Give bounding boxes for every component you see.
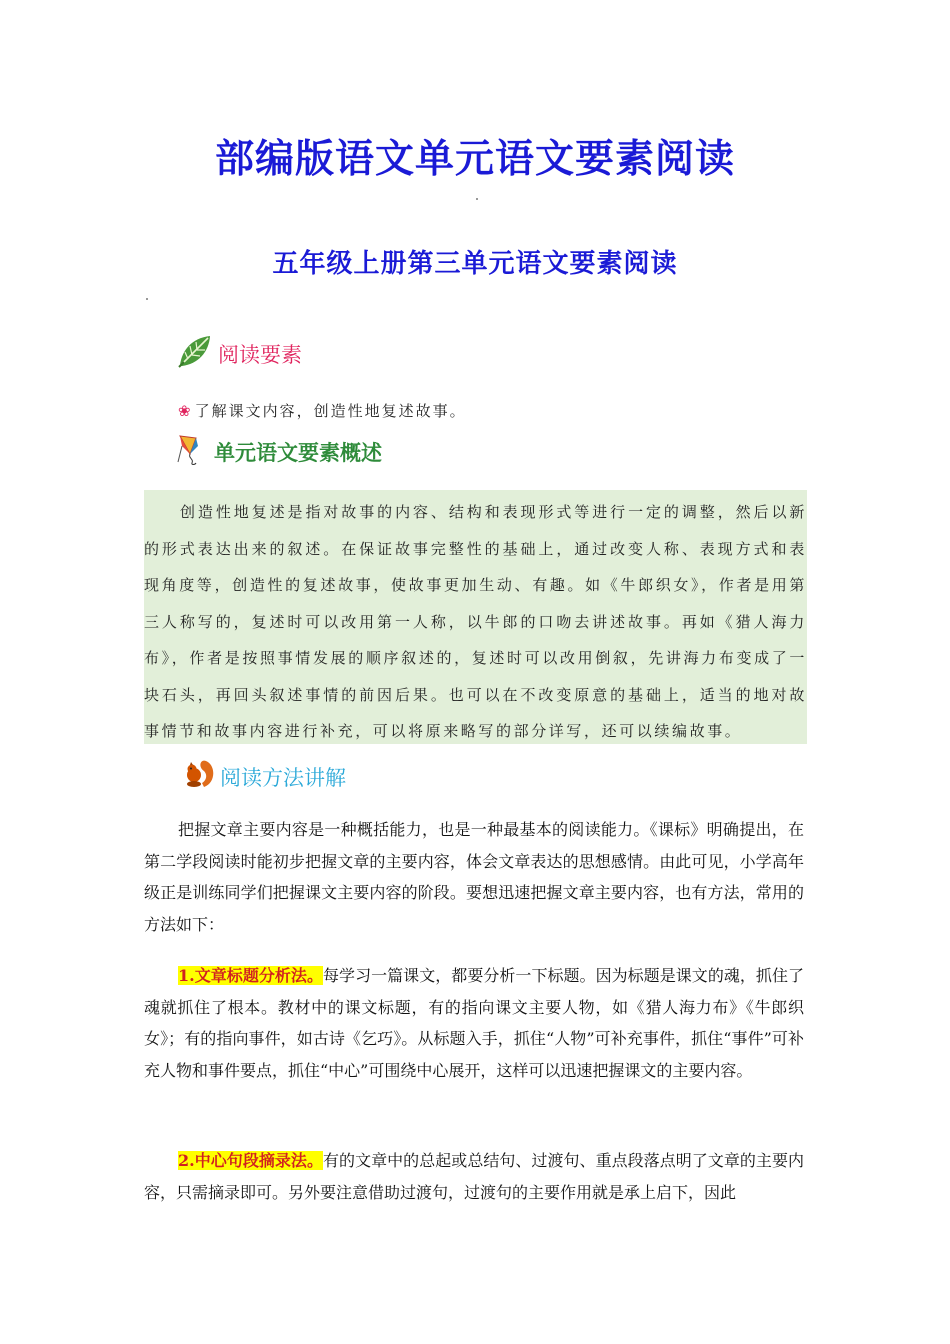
section-heading-overview (176, 432, 382, 471)
reading-element-item (178, 400, 467, 421)
main-title: 部编版语文单元语文要素阅读 (214, 137, 735, 182)
leaf-icon (176, 332, 214, 375)
section-heading-text: 阅读方法讲解 (220, 765, 346, 790)
method-1-paragraph (144, 960, 804, 1086)
method-2-label: 2.中心句段摘录法。 (178, 1151, 324, 1170)
section-heading-text: 单元语文要素概述 (214, 440, 382, 465)
stray-mark (476, 198, 478, 200)
method-1-label: 1.文章标题分析法。 (178, 966, 324, 985)
flower-bullet-icon: ❀ (178, 402, 193, 420)
method-1-text: 每学习一篇课文，都要分析一下标题。因为标题是课文的魂，抓住了魂就抓住了根本。教材中的课文标题，有的指向课文主要人物，如《猎人海力布》《牛郎织女》；有的指向事件，如古诗《乞巧》。从标题入手，抓住“人物”可补充事件，抓住“事件”可补充人物和事件要点，抓住“中心”可围绕中心展开，这样可以迅速把握课文的主要内容。 (144, 966, 804, 1080)
method-2-text: 有的文章中的总起或总结句、过渡句、重点段落点明了文章的主要内容，只需摘录即可。另外要注意借助过渡句，过渡句的主要作用就是承上启下，因此 (144, 1151, 804, 1202)
sub-title: 五年级上册第三单元语文要素阅读 (272, 249, 678, 279)
overview-box (144, 490, 807, 744)
reading-element-text: 了解课文内容，创造性地复述故事。 (194, 402, 467, 420)
section-heading-reading-elements (176, 332, 302, 375)
section-heading-text: 阅读要素 (218, 342, 302, 367)
squirrel-icon (182, 757, 216, 796)
method-2-paragraph (144, 1145, 804, 1208)
kite-icon (176, 432, 210, 471)
stray-mark (146, 298, 148, 300)
section-heading-methods (182, 757, 346, 796)
methods-intro-paragraph: 把握文章主要内容是一种概括能力，也是一种最基本的阅读能力。《课标》明确提出，在第二学段阅读时能初步把握文章的主要内容，体会文章表达的思想感情。由此可见，小学高年级正是训练同学们把握课文主要内容的阶段。要想迅速把握文章主要内容，也有方法，常用的方法如下： (144, 820, 804, 934)
overview-paragraph: 创造性地复述是指对故事的内容、结构和表现形式等进行一定的调整，然后以新的形式表达出来的叙述。在保证故事完整性的基础上，通过改变人称、表现方式和表现角度等，创造性的复述故事，使故事更加生动、有趣。如《牛郎织女》，作者是用第三人称写的，复述时可以改用第一人称，以牛郎的口吻去讲述故事。再如《猎人海力布》，作者是按照事情发展的顺序叙述的，复述时可以改用倒叙，先讲海力布变成了一块石头，再回头叙述事情的前因后果。也可以在不改变原意的基础上，适当的地对故事情节和故事内容进行补充，可以将原来略写的部分详写，还可以续编故事。 (144, 503, 807, 740)
